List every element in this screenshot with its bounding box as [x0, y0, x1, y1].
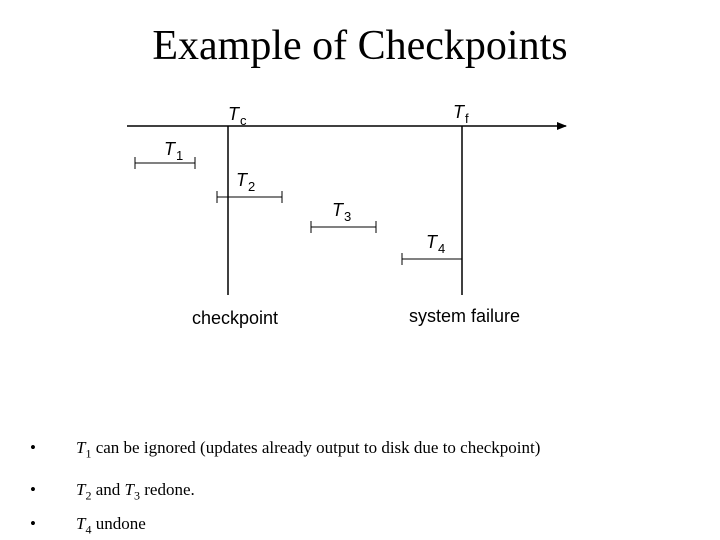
t3-label: $T_3$ [332, 200, 352, 224]
transaction-t1 [135, 139, 195, 169]
transaction-t4 [402, 232, 462, 265]
transaction-t2 [217, 170, 282, 203]
t2-label: $T_2$ [236, 170, 256, 194]
bullet-text: redone. [139, 480, 195, 499]
t4-label: $T_4$ [426, 232, 446, 256]
transaction-t3 [311, 200, 376, 233]
tc-label: $T_c$ [228, 104, 247, 128]
system-failure-caption: system failure [409, 306, 521, 326]
tf-label: $T_f$ [453, 102, 469, 126]
bullet-marker: • [30, 438, 36, 457]
bullet-text: can be ignored (updates already output to disk due to checkpoint) [91, 438, 541, 457]
t1-label: $T_1$ [164, 139, 184, 163]
bullet-marker: • [30, 514, 36, 533]
bullet-marker: • [30, 480, 36, 499]
bullet-item: • $T_2$ and $T_3$ redone. [30, 475, 710, 509]
bullet-text: undone [91, 514, 146, 533]
checkpoint-caption: checkpoint [192, 308, 279, 328]
bullet-item: • $T_1$ can be ignored (updates already output to disk due to checkpoint) [30, 433, 710, 467]
bullet-list [30, 433, 710, 540]
bullet-item: • $T_4$ undone [30, 509, 710, 540]
slide-title: Example of Checkpoints [152, 23, 568, 69]
